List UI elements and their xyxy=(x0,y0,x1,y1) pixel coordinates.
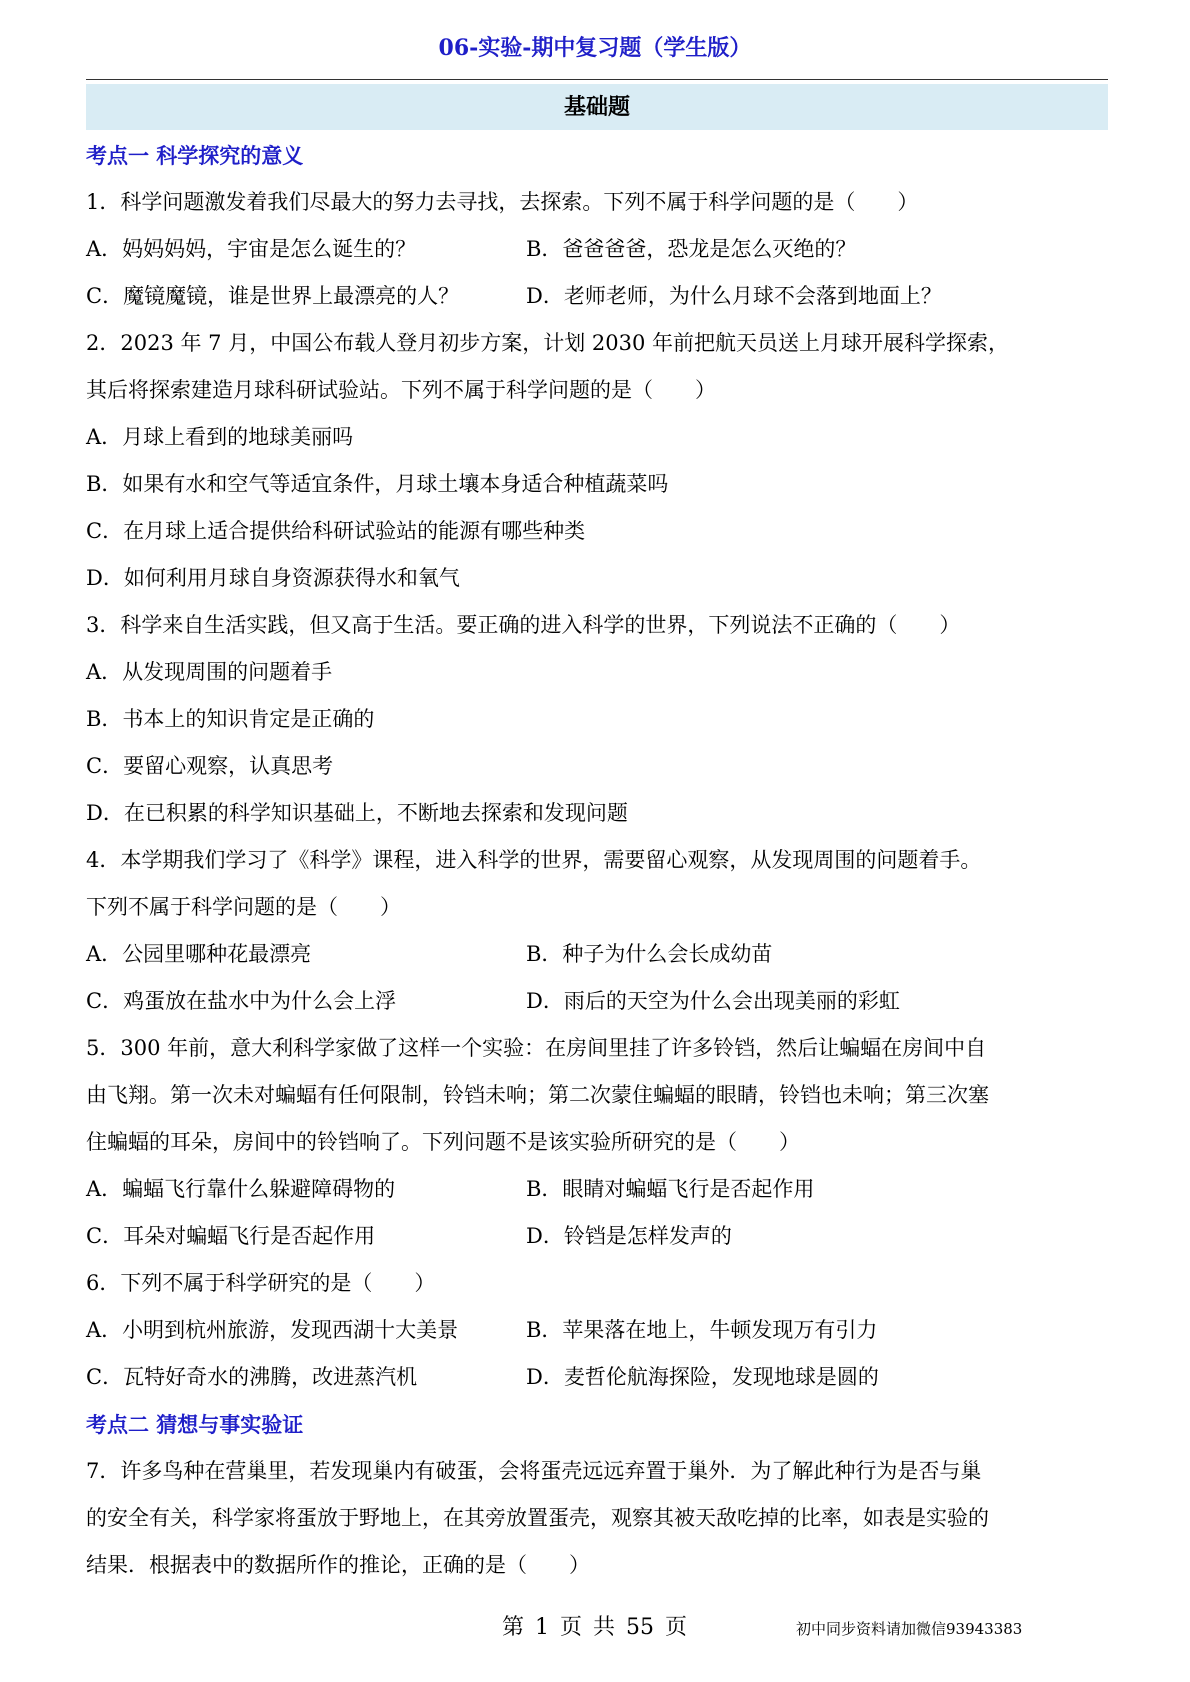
current-page: 1 xyxy=(535,1615,550,1640)
question-3-stem: 3．科学来自生活实践，但又高于生活。要正确的进入科学的世界，下列说法不正确的（ ） xyxy=(86,613,961,637)
page-number-word: 第 xyxy=(502,1615,525,1640)
question-4-option-a: A．公园里哪种花最漂亮 xyxy=(86,942,312,966)
question-6-options-row xyxy=(86,1307,1108,1354)
question-7-stem: 的安全有关，科学家将蛋放于野地上，在其旁放置蛋壳，观察其被天敌吃掉的比率，如表是实验的 xyxy=(86,1506,989,1530)
topic-heading: 考点一 科学探究的意义 xyxy=(86,143,304,168)
question-1-option-a: A．妈妈妈妈，宇宙是怎么诞生的？ xyxy=(86,237,417,261)
question-1-stem: 1．科学问题激发着我们尽最大的努力去寻找，去探索。下列不属于科学问题的是（ ） xyxy=(86,190,919,214)
question-5-option-c: C．耳朵对蝙蝠飞行是否起作用 xyxy=(86,1224,376,1248)
question-5-option-d: D．铃铛是怎样发声的 xyxy=(526,1224,732,1248)
document-body xyxy=(86,132,1108,1589)
question-1-option-c: C．魔镜魔镜，谁是世界上最漂亮的人？ xyxy=(86,284,460,308)
question-4-options-row xyxy=(86,978,1108,1025)
question-4-options-row xyxy=(86,931,1108,978)
document-title: 06-实验-期中复习题（学生版） xyxy=(438,35,752,61)
question-3-option-c: C．要留心观察，认真思考 xyxy=(86,754,334,778)
question-6-options-row xyxy=(86,1354,1108,1401)
topic-heading: 考点二 猜想与事实验证 xyxy=(86,1412,304,1437)
page-number xyxy=(502,1610,691,1646)
question-5-option-a: A．蝙蝠飞行靠什么躲避障碍物的 xyxy=(86,1177,396,1201)
question-1-options-row xyxy=(86,226,1108,273)
page-number-word: 共 xyxy=(593,1615,616,1640)
question-2-option-d: D．如何利用月球自身资源获得水和氧气 xyxy=(86,566,460,590)
question-4-option-d: D．雨后的天空为什么会出现美丽的彩虹 xyxy=(526,989,900,1013)
question-6-option-c: C．瓦特好奇水的沸腾，改进蒸汽机 xyxy=(86,1365,418,1389)
question-2-option-a: A．月球上看到的地球美丽吗 xyxy=(86,425,354,449)
question-4-option-b: B．种子为什么会长成幼苗 xyxy=(526,942,773,966)
page-number-word: 页 xyxy=(665,1615,688,1640)
question-5-stem: 由飞翔。第一次未对蝙蝠有任何限制，铃铛未响；第二次蒙住蝙蝠的眼睛，铃铛也未响；第三次塞 xyxy=(86,1083,989,1107)
question-2-option-b: B．如果有水和空气等适宜条件，月球土壤本身适合种植蔬菜吗 xyxy=(86,472,669,496)
question-7-stem: 结果．根据表中的数据所作的推论，正确的是（ ） xyxy=(86,1553,590,1577)
question-3-option-a: A．从发现周围的问题着手 xyxy=(86,660,333,684)
question-5-options-row xyxy=(86,1166,1108,1213)
title-divider xyxy=(86,79,1108,80)
question-4-stem: 4．本学期我们学习了《科学》课程，进入科学的世界，需要留心观察，从发现周围的问题着手。 xyxy=(86,848,982,872)
question-5-options-row xyxy=(86,1213,1108,1260)
page-number-word: 页 xyxy=(560,1615,583,1640)
question-1-options-row xyxy=(86,273,1108,320)
question-2-stem: 其后将探索建造月球科研试验站。下列不属于科学问题的是（ ） xyxy=(86,378,716,402)
question-3-option-b: B．书本上的知识肯定是正确的 xyxy=(86,707,375,731)
footer-note: 初中同步资料请加微信93943383 xyxy=(796,1620,1023,1638)
section-header: 基础题 xyxy=(86,84,1108,130)
question-6-stem: 6．下列不属于科学研究的是（ ） xyxy=(86,1271,436,1295)
page-footer xyxy=(0,1610,1190,1646)
question-5-stem: 5．300 年前，意大利科学家做了这样一个实验：在房间里挂了许多铃铛，然后让蝙蝠在房间中自 xyxy=(86,1036,987,1060)
question-4-option-c: C．鸡蛋放在盐水中为什么会上浮 xyxy=(86,989,397,1013)
question-7-stem: 7．许多鸟种在营巢里，若发现巢内有破蛋，会将蛋壳远远弃置于巢外．为了解此种行为是否与巢 xyxy=(86,1459,982,1483)
question-3-option-d: D．在已积累的科学知识基础上，不断地去探索和发现问题 xyxy=(86,801,628,825)
question-6-option-d: D．麦哲伦航海探险，发现地球是圆的 xyxy=(526,1365,879,1389)
question-2-option-c: C．在月球上适合提供给科研试验站的能源有哪些种类 xyxy=(86,519,586,543)
question-6-option-b: B．苹果落在地上，牛顿发现万有引力 xyxy=(526,1318,878,1342)
question-5-stem: 住蝙蝠的耳朵，房间中的铃铛响了。下列问题不是该实验所研究的是（ ） xyxy=(86,1130,800,1154)
question-1-option-d: D．老师老师，为什么月球不会落到地面上？ xyxy=(526,284,942,308)
total-pages: 55 xyxy=(626,1615,655,1640)
question-2-stem: 2．2023 年 7 月，中国公布载人登月初步方案，计划 2030 年前把航天员送上月球开展科学探索， xyxy=(86,331,1009,355)
question-5-option-b: B．眼睛对蝙蝠飞行是否起作用 xyxy=(526,1177,815,1201)
question-6-option-a: A．小明到杭州旅游，发现西湖十大美景 xyxy=(86,1318,459,1342)
question-1-option-b: B．爸爸爸爸，恐龙是怎么灭绝的？ xyxy=(526,237,857,261)
question-4-stem: 下列不属于科学问题的是（ ） xyxy=(86,895,401,919)
